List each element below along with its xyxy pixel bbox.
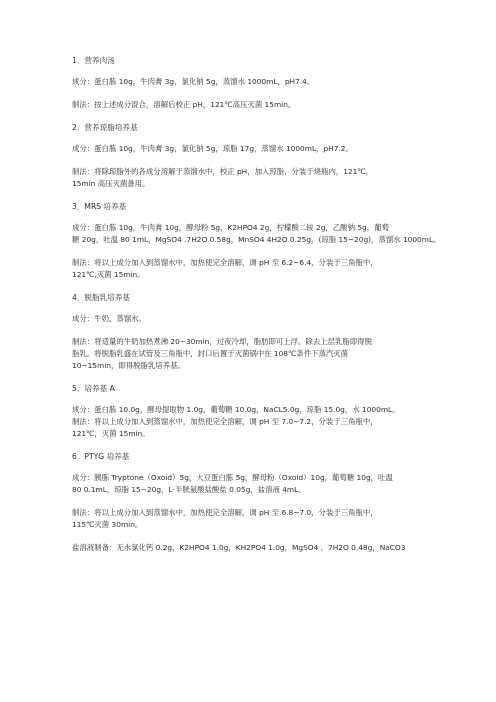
paragraph [72,257,442,281]
section-title: 3．MRS 培养基 [72,202,127,211]
text-line: 121℃,灭菌 15min。 [72,270,145,279]
section-title: 6．PTYG 培养基 [72,452,130,461]
text-line: 成分：牛奶，蒸馏水。 [72,314,146,323]
text-line: 15min 高压灭菌备用。 [72,179,150,188]
section-6 [72,451,442,554]
text-line: 成分：蛋白胨 10.0g，酵母提取物 1.0g，葡萄糖 10.0g，NaCL5.0g，琼脂 15.0g，水 1000mL。 [72,405,400,414]
section-title: 5．培养基 A [72,384,115,393]
paragraph [72,404,442,440]
text-line: 制法：将以上成分加入到蒸馏水中，加热使完全溶解，调 pH 至 7.0~7.2，分装于三角瓶中， [72,417,378,426]
text-line: 成分：蛋白胨 10g，牛肉膏 3g，氯化钠 5g，琼脂 17g，蒸馏水 1000mL，pH7.2。 [72,144,353,153]
text-line: 10~15min，即得脱脂乳培养基。 [72,361,185,370]
paragraph [72,313,442,325]
paragraph [72,472,442,496]
section-title: 2．营养琼脂培养基 [72,123,138,132]
section-2 [72,122,442,190]
text-line: 制法：将除琼脂外的各成分溶解于蒸馏水中，校正 pH，加入琼脂，分装于烧瓶内，121℃， [72,167,374,176]
paragraph [72,76,442,88]
text-line: 成分：蛋白胨 10g，牛肉膏 3g，氯化钠 5g，蒸馏水 1000mL，pH7.4。 [72,77,315,86]
section-1 [72,55,442,111]
paragraph [72,166,442,190]
text-line: 121℃，灭菌 15min。 [72,429,150,438]
text-line: 制法：将以上成分加入到蒸馏水中，加热使完全溶解，调 pH 至 6.2~6.4，分装于三角瓶中， [72,258,378,267]
text-line: 制法：按上述成分混合，溶解后校正 pH，121℃高压灭菌 15min。 [72,100,296,109]
paragraph [72,143,442,155]
text-line: 脂乳。将脱脂乳盛在试管及三角瓶中，封口后置于灭菌锅中在 108℃条件下蒸汽灭菌 [72,349,349,358]
text-line: 糖 20g，吐温 80 1mL，MgSO4 .7H2O 0.58g，MnSO4 4H2O 0.25g，(琼脂 15~20g)，蒸馏水 1000mL。 [72,235,441,244]
section-4 [72,292,442,372]
paragraph [72,336,442,372]
text-line: 制法：将适量的牛奶加热煮沸 20~30min，过夜冷却，脂肪即可上浮。除去上层乳脂即得脱 [72,337,372,346]
paragraph [72,99,442,111]
section-5 [72,383,442,440]
section-title: 1．营养肉汤 [72,56,115,65]
text-line: 制法：将以上成分加入到蒸馏水中，加热使完全溶解，调 pH 至 6.8~7.0，分装于三角瓶中， [72,508,378,517]
section-title: 4．脱脂乳培养基 [72,293,130,302]
text-line: 115℃灭菌 30min。 [72,520,143,529]
document-page [72,55,442,554]
paragraph [72,222,442,246]
text-line: 成分：胰胨 Tryptone（Oxoid）5g，大豆蛋白胨 5g，酵母粉（Oxoid）10g，葡萄糖 10g，吐温 [72,473,393,482]
paragraph [72,507,442,531]
paragraph [72,542,442,554]
section-3 [72,201,442,281]
text-line: 成分：蛋白胨 10g，牛肉膏 10g，酵母粉 5g，K2HPO4 2g，柠檬酸二铵 2g，乙酸钠 5g，葡萄 [72,223,389,232]
text-line: 80 0.1mL，琼脂 15~20g，L-半胱氨酸盐酸盐 0.05g，盐溶液 4mL。 [72,485,306,494]
text-line: 盐溶液制备：无水氯化钙 0.2g，K2HPO4 1.0g，KH2PO4 1.0g，MgSO4 ．7H2O 0.48g，NaCO3 [72,543,406,552]
